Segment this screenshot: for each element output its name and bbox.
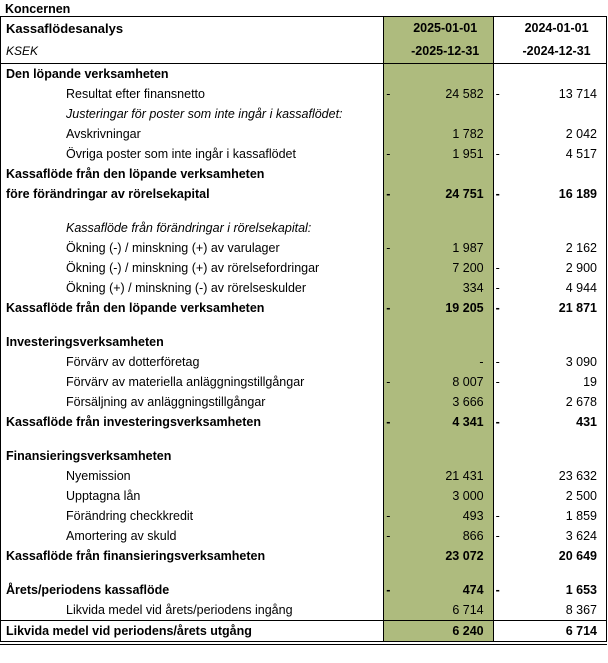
table-row xyxy=(1,580,607,600)
table-header-row-1 xyxy=(1,17,607,41)
row-col1-value: 23 072 xyxy=(398,546,493,566)
row-label xyxy=(1,318,384,332)
row-label: Kassaflöde från investeringsverksamheten xyxy=(6,415,261,429)
row-label: Resultat efter finansnetto xyxy=(66,87,205,101)
row-col2-sign xyxy=(493,486,507,506)
row-col1-value xyxy=(398,64,493,85)
row-col1-value: 1 782 xyxy=(398,124,493,144)
row-col2-value: 20 649 xyxy=(558,549,597,563)
row-col1-sign: - xyxy=(384,184,398,204)
row-col1-sign xyxy=(384,600,398,621)
row-col2-sign: - xyxy=(493,526,507,546)
row-col2-sign xyxy=(493,318,507,332)
row-col2-value xyxy=(507,566,606,580)
row-col1-value xyxy=(398,218,493,238)
row-col2-value: 3 624 xyxy=(565,529,597,543)
row-label: Justeringar för poster som inte ingår i kassaflödet: xyxy=(66,107,343,121)
row-col1-sign xyxy=(384,352,398,372)
table-spacer-row xyxy=(1,432,607,446)
table-row xyxy=(1,124,607,144)
row-col1-value: - xyxy=(398,352,493,372)
row-label: Likvida medel vid årets/periodens ingång xyxy=(66,603,293,617)
row-col1-value: 3 666 xyxy=(398,392,493,412)
final-row-col1-sign xyxy=(384,621,398,642)
table-spacer-row xyxy=(1,318,607,332)
table-row xyxy=(1,546,607,566)
row-col2-sign xyxy=(493,204,507,218)
row-label: Kassaflöde från förändringar i rörelsekapital: xyxy=(66,221,312,235)
row-col1-value xyxy=(398,204,493,218)
row-col1-sign xyxy=(384,64,398,85)
row-col2-sign xyxy=(493,104,507,124)
row-label xyxy=(1,432,384,446)
table-footer xyxy=(1,621,607,642)
row-col1-sign xyxy=(384,164,398,184)
row-col2-sign xyxy=(493,218,507,238)
row-col2-sign xyxy=(493,332,507,352)
row-col2-value: 8 367 xyxy=(565,603,597,617)
header-col2-sign-cell-2 xyxy=(493,40,507,64)
row-col2-sign: - xyxy=(493,84,507,104)
row-col2-value: 16 189 xyxy=(558,187,597,201)
row-col1-sign xyxy=(384,278,398,298)
table-spacer-row xyxy=(1,566,607,580)
row-label: Investeringsverksamheten xyxy=(6,335,164,349)
row-label: Ökning (+) / minskning (-) av rörelseskulder xyxy=(66,281,307,295)
row-col1-sign xyxy=(384,104,398,124)
row-col2-sign xyxy=(493,432,507,446)
row-col2-value xyxy=(507,64,606,85)
row-label: Årets/periodens kassaflöde xyxy=(6,583,170,597)
row-col2-value: 3 090 xyxy=(565,355,597,369)
row-label: Förändring checkkredit xyxy=(66,509,194,523)
row-col1-value xyxy=(398,104,493,124)
header-col1-sign-cell xyxy=(384,17,398,41)
row-col1-value: 474 xyxy=(398,580,493,600)
row-col2-sign: - xyxy=(493,278,507,298)
table-bottom-double-rule xyxy=(0,644,607,645)
table-row xyxy=(1,238,607,258)
table-row xyxy=(1,372,607,392)
row-col2-value xyxy=(507,164,606,184)
table-row xyxy=(1,412,607,432)
row-col2-value xyxy=(507,432,606,446)
row-col2-value: 13 714 xyxy=(558,87,597,101)
row-col1-value xyxy=(398,332,493,352)
row-label: Amortering av skuld xyxy=(66,529,177,543)
row-col2-sign xyxy=(493,124,507,144)
row-label: Förvärv av dotterföretag xyxy=(66,355,200,369)
row-col1-value: 19 205 xyxy=(398,298,493,318)
row-col2-sign: - xyxy=(493,144,507,164)
row-label: Försäljning av anläggningstillgångar xyxy=(66,395,266,409)
row-col2-value xyxy=(507,318,606,332)
row-col1-value xyxy=(398,432,493,446)
header-col2-sign-cell xyxy=(493,17,507,41)
row-col2-sign: - xyxy=(493,184,507,204)
row-col1-value: 3 000 xyxy=(398,486,493,506)
row-label xyxy=(1,204,384,218)
row-col2-value xyxy=(507,104,606,124)
row-label: Kassaflöde från den löpande verksamheten xyxy=(6,301,265,315)
table-row xyxy=(1,104,607,124)
row-label: Den löpande verksamheten xyxy=(6,67,169,81)
cash-flow-statement-table xyxy=(0,16,607,642)
row-col1-sign xyxy=(384,204,398,218)
row-col1-sign xyxy=(384,318,398,332)
table-row xyxy=(1,84,607,104)
row-label: Ökning (-) / minskning (+) av varulager xyxy=(66,241,280,255)
row-col2-sign: - xyxy=(493,298,507,318)
table-spacer-row xyxy=(1,204,607,218)
row-col1-sign xyxy=(384,446,398,466)
row-col2-value: 23 632 xyxy=(558,469,597,483)
final-row-label: Likvida medel vid periodens/årets utgång xyxy=(1,621,384,642)
row-col1-value: 334 xyxy=(398,278,493,298)
row-col2-sign: - xyxy=(493,412,507,432)
row-col1-value: 6 714 xyxy=(398,600,493,621)
row-col1-value xyxy=(398,318,493,332)
row-col1-sign: - xyxy=(384,144,398,164)
row-col2-value: 21 871 xyxy=(558,301,597,315)
row-col1-sign xyxy=(384,486,398,506)
row-col2-value: 2 042 xyxy=(565,127,597,141)
row-col2-sign xyxy=(493,600,507,621)
row-col2-sign xyxy=(493,466,507,486)
row-col1-value: 8 007 xyxy=(398,372,493,392)
final-row-col2-value: 6 714 xyxy=(507,621,606,642)
row-col2-sign: - xyxy=(493,506,507,526)
row-col1-value: 866 xyxy=(398,526,493,546)
row-col1-value: 21 431 xyxy=(398,466,493,486)
row-label: Kassaflöde från finansieringsverksamheten xyxy=(6,549,266,563)
statement-unit: KSEK xyxy=(1,40,384,64)
row-col1-sign: - xyxy=(384,372,398,392)
row-col1-sign: - xyxy=(384,506,398,526)
table-row xyxy=(1,144,607,164)
header-col1-period-start: 2025-01-01 xyxy=(398,17,493,41)
row-col2-sign: - xyxy=(493,352,507,372)
header-col1-period-end: -2025-12-31 xyxy=(398,40,493,64)
row-col1-value: 1 951 xyxy=(398,144,493,164)
row-col2-value xyxy=(507,446,606,466)
row-col1-sign xyxy=(384,566,398,580)
row-col2-value: 1 859 xyxy=(565,509,597,523)
row-col2-value: 1 653 xyxy=(565,583,597,597)
header-col2-period-start: 2024-01-01 xyxy=(524,21,589,35)
row-col2-value xyxy=(507,218,606,238)
row-col2-value: 2 678 xyxy=(565,395,597,409)
row-col2-sign: - xyxy=(493,580,507,600)
row-label: Finansieringsverksamheten xyxy=(6,449,172,463)
row-label: Kassaflöde från den löpande verksamheten xyxy=(6,167,265,181)
row-col1-value: 24 582 xyxy=(398,84,493,104)
row-col1-sign xyxy=(384,546,398,566)
row-label: före förändringar av rörelsekapital xyxy=(6,187,210,201)
row-label xyxy=(1,566,384,580)
row-col2-sign xyxy=(493,64,507,85)
row-col2-sign xyxy=(493,546,507,566)
table-row xyxy=(1,332,607,352)
header-col1-sign-cell-2 xyxy=(384,40,398,64)
row-col2-sign xyxy=(493,238,507,258)
row-col1-value: 4 341 xyxy=(398,412,493,432)
row-col1-value xyxy=(398,566,493,580)
row-col2-value: 2 500 xyxy=(565,489,597,503)
row-col1-sign: - xyxy=(384,298,398,318)
row-col2-value: 431 xyxy=(576,415,597,429)
table-row xyxy=(1,526,607,546)
row-col1-sign xyxy=(384,466,398,486)
row-col1-value: 1 987 xyxy=(398,238,493,258)
row-col2-sign: - xyxy=(493,372,507,392)
table-row xyxy=(1,218,607,238)
row-col1-sign xyxy=(384,332,398,352)
row-col2-value xyxy=(507,332,606,352)
page-title: Koncernen xyxy=(5,2,71,16)
table-row xyxy=(1,64,607,85)
row-col1-sign xyxy=(384,258,398,278)
row-label: Nyemission xyxy=(66,469,131,483)
row-col1-sign: - xyxy=(384,412,398,432)
row-col1-sign xyxy=(384,124,398,144)
row-label: Ökning (-) / minskning (+) av rörelsefordringar xyxy=(66,261,320,275)
table-body xyxy=(1,17,607,621)
row-col1-value: 24 751 xyxy=(398,184,493,204)
table-row xyxy=(1,506,607,526)
row-col2-value: 4 517 xyxy=(565,147,597,161)
row-label: Avskrivningar xyxy=(66,127,141,141)
row-label: Övriga poster som inte ingår i kassaflödet xyxy=(66,147,296,161)
row-col2-value: 2 900 xyxy=(565,261,597,275)
row-col2-value xyxy=(507,204,606,218)
table-row xyxy=(1,278,607,298)
row-col1-value xyxy=(398,164,493,184)
header-col2-period-end: -2024-12-31 xyxy=(507,40,606,64)
final-row-col1-value: 6 240 xyxy=(398,621,493,642)
final-row-closing-cash xyxy=(1,621,607,642)
table-row xyxy=(1,258,607,278)
table-row xyxy=(1,600,607,621)
row-col1-sign xyxy=(384,432,398,446)
row-label: Förvärv av materiella anläggningstillgångar xyxy=(66,375,305,389)
row-col1-value: 7 200 xyxy=(398,258,493,278)
row-col1-sign xyxy=(384,392,398,412)
row-col2-sign xyxy=(493,566,507,580)
row-col2-sign: - xyxy=(493,258,507,278)
table-row xyxy=(1,352,607,372)
row-col1-sign: - xyxy=(384,526,398,546)
row-col2-sign xyxy=(493,164,507,184)
row-col2-value: 2 162 xyxy=(565,241,597,255)
row-col1-value: 493 xyxy=(398,506,493,526)
row-col1-sign: - xyxy=(384,580,398,600)
row-col2-sign xyxy=(493,446,507,466)
row-label: Upptagna lån xyxy=(66,489,141,503)
table-header-row-2 xyxy=(1,40,607,64)
row-col2-value: 19 xyxy=(583,375,597,389)
row-col1-sign: - xyxy=(384,84,398,104)
row-col1-sign: - xyxy=(384,238,398,258)
row-col1-value xyxy=(398,446,493,466)
table-row xyxy=(1,184,607,204)
row-col2-sign xyxy=(493,392,507,412)
statement-title: Kassaflödesanalys xyxy=(6,21,124,36)
table-row xyxy=(1,164,607,184)
row-col1-sign xyxy=(384,218,398,238)
table-row xyxy=(1,446,607,466)
table-row xyxy=(1,466,607,486)
row-col2-value: 4 944 xyxy=(565,281,597,295)
table-row xyxy=(1,392,607,412)
final-row-col2-sign xyxy=(493,621,507,642)
table-row xyxy=(1,298,607,318)
table-row xyxy=(1,486,607,506)
